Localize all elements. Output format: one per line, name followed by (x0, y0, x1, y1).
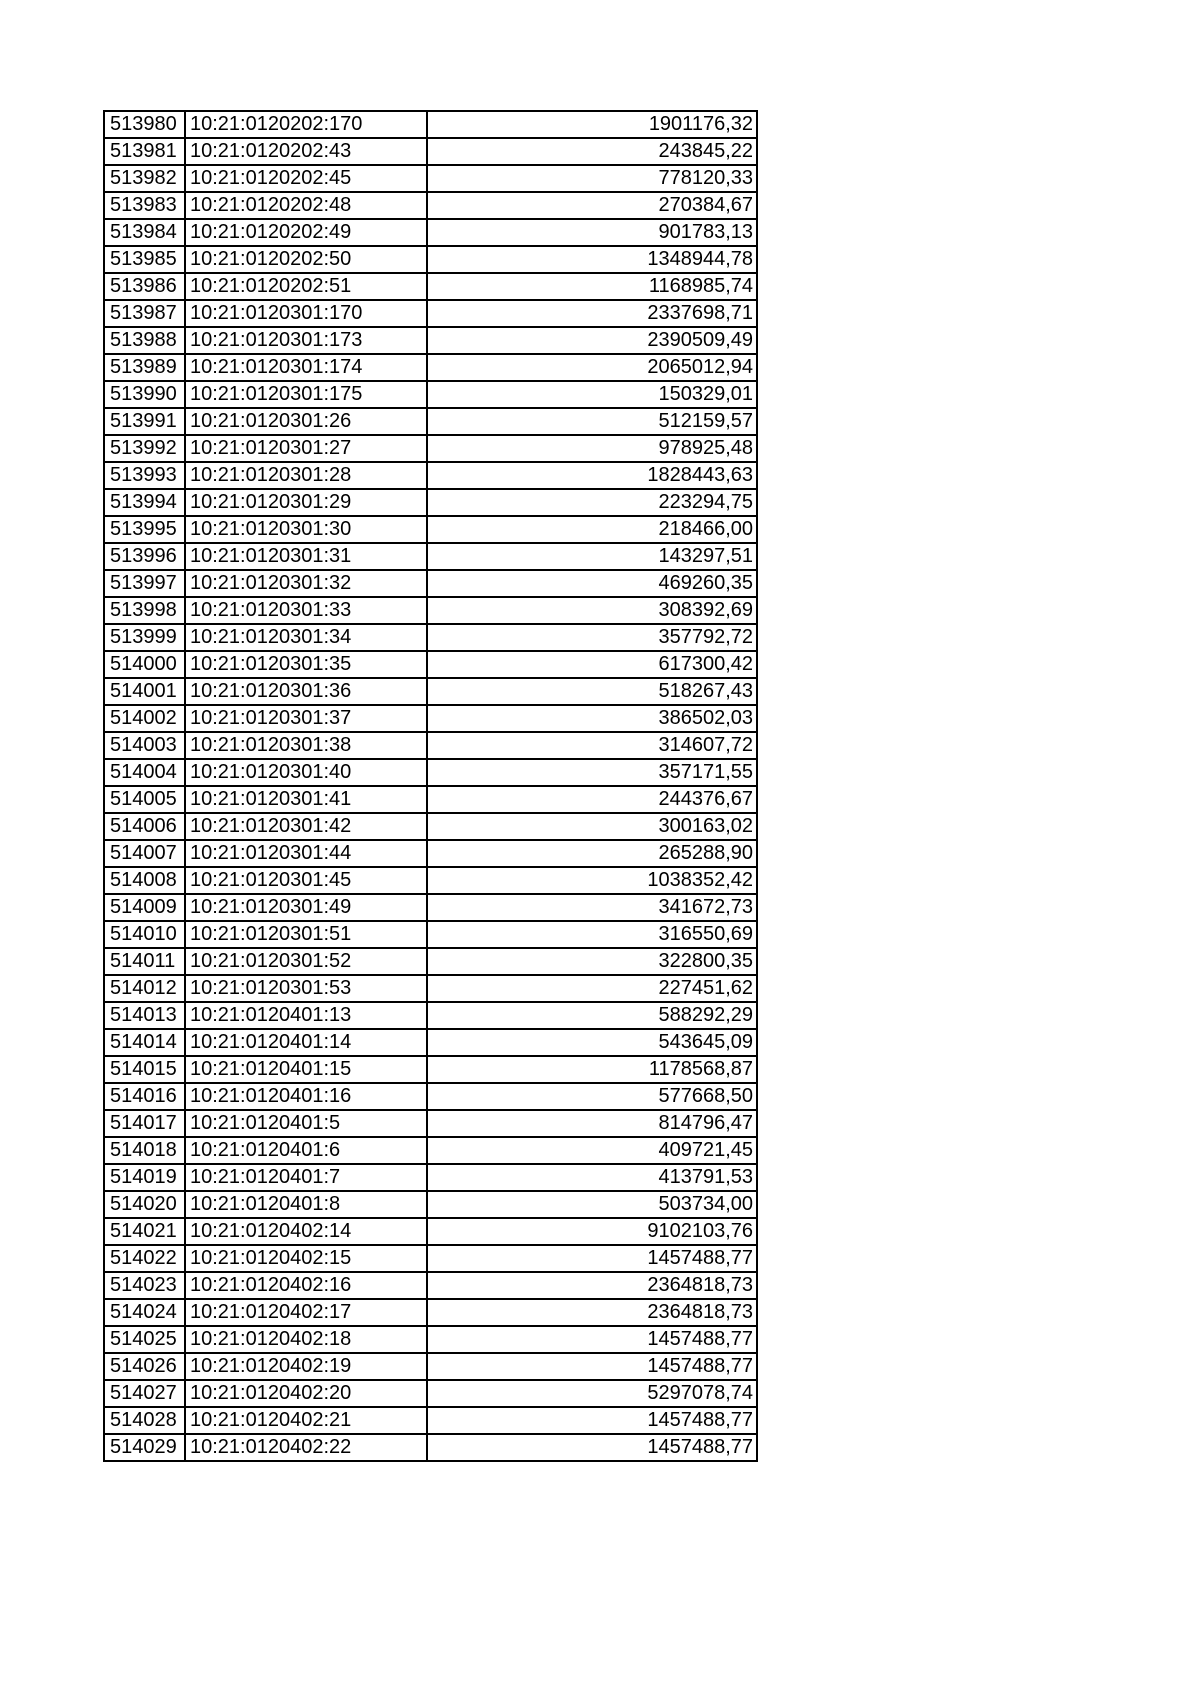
cadastral-number-cell: 10:21:0120301:37 (185, 705, 427, 732)
value-cell: 413791,53 (427, 1164, 757, 1191)
table-row (104, 1137, 757, 1164)
value-cell: 357171,55 (427, 759, 757, 786)
table-row (104, 1326, 757, 1353)
cadastral-number-cell: 10:21:0120301:175 (185, 381, 427, 408)
row-id-cell: 514008 (104, 867, 185, 894)
table-row (104, 786, 757, 813)
value-cell: 2337698,71 (427, 300, 757, 327)
value-cell: 1457488,77 (427, 1434, 757, 1461)
value-cell: 978925,48 (427, 435, 757, 462)
value-cell: 2390509,49 (427, 327, 757, 354)
table-row (104, 111, 757, 138)
value-cell: 265288,90 (427, 840, 757, 867)
table-row (104, 1299, 757, 1326)
row-id-cell: 514019 (104, 1164, 185, 1191)
table-body (104, 111, 757, 1461)
table-row (104, 1191, 757, 1218)
cadastral-number-cell: 10:21:0120301:173 (185, 327, 427, 354)
cadastral-number-cell: 10:21:0120401:5 (185, 1110, 427, 1137)
row-id-cell: 514024 (104, 1299, 185, 1326)
table-row (104, 219, 757, 246)
row-id-cell: 514029 (104, 1434, 185, 1461)
row-id-cell: 513980 (104, 111, 185, 138)
cadastral-number-cell: 10:21:0120202:49 (185, 219, 427, 246)
cadastral-number-cell: 10:21:0120402:20 (185, 1380, 427, 1407)
cadastral-number-cell: 10:21:0120301:31 (185, 543, 427, 570)
row-id-cell: 514005 (104, 786, 185, 813)
value-cell: 2364818,73 (427, 1272, 757, 1299)
row-id-cell: 514025 (104, 1326, 185, 1353)
row-id-cell: 513990 (104, 381, 185, 408)
value-cell: 9102103,76 (427, 1218, 757, 1245)
value-cell: 227451,62 (427, 975, 757, 1002)
cadastral-number-cell: 10:21:0120301:51 (185, 921, 427, 948)
value-cell: 1178568,87 (427, 1056, 757, 1083)
table-row (104, 1380, 757, 1407)
value-cell: 1348944,78 (427, 246, 757, 273)
cadastral-number-cell: 10:21:0120301:32 (185, 570, 427, 597)
row-id-cell: 513986 (104, 273, 185, 300)
cadastral-number-cell: 10:21:0120202:48 (185, 192, 427, 219)
row-id-cell: 513999 (104, 624, 185, 651)
cadastral-number-cell: 10:21:0120301:170 (185, 300, 427, 327)
cadastral-number-cell: 10:21:0120402:18 (185, 1326, 427, 1353)
row-id-cell: 514028 (104, 1407, 185, 1434)
value-cell: 617300,42 (427, 651, 757, 678)
value-cell: 5297078,74 (427, 1380, 757, 1407)
cadastral-number-cell: 10:21:0120301:33 (185, 597, 427, 624)
row-id-cell: 514027 (104, 1380, 185, 1407)
table-row (104, 732, 757, 759)
value-cell: 512159,57 (427, 408, 757, 435)
row-id-cell: 514015 (104, 1056, 185, 1083)
row-id-cell: 514014 (104, 1029, 185, 1056)
table-row (104, 300, 757, 327)
table-row (104, 516, 757, 543)
row-id-cell: 514018 (104, 1137, 185, 1164)
cadastral-number-cell: 10:21:0120401:8 (185, 1191, 427, 1218)
table-row (104, 192, 757, 219)
row-id-cell: 514012 (104, 975, 185, 1002)
value-cell: 1457488,77 (427, 1245, 757, 1272)
cadastral-number-cell: 10:21:0120301:40 (185, 759, 427, 786)
row-id-cell: 513985 (104, 246, 185, 273)
cadastral-number-cell: 10:21:0120402:17 (185, 1299, 427, 1326)
cadastral-number-cell: 10:21:0120202:43 (185, 138, 427, 165)
cadastral-number-cell: 10:21:0120301:38 (185, 732, 427, 759)
cadastral-number-cell: 10:21:0120301:28 (185, 462, 427, 489)
table-row (104, 138, 757, 165)
table-row (104, 1110, 757, 1137)
row-id-cell: 513995 (104, 516, 185, 543)
row-id-cell: 514026 (104, 1353, 185, 1380)
row-id-cell: 514013 (104, 1002, 185, 1029)
value-cell: 469260,35 (427, 570, 757, 597)
cadastral-number-cell: 10:21:0120301:174 (185, 354, 427, 381)
cadastral-number-cell: 10:21:0120402:14 (185, 1218, 427, 1245)
row-id-cell: 514021 (104, 1218, 185, 1245)
table-row (104, 1056, 757, 1083)
table-row (104, 1083, 757, 1110)
row-id-cell: 514022 (104, 1245, 185, 1272)
value-cell: 1038352,42 (427, 867, 757, 894)
value-cell: 341672,73 (427, 894, 757, 921)
table-row (104, 462, 757, 489)
cadastral-number-cell: 10:21:0120202:51 (185, 273, 427, 300)
cadastral-number-cell: 10:21:0120301:29 (185, 489, 427, 516)
table-row (104, 1353, 757, 1380)
row-id-cell: 513989 (104, 354, 185, 381)
row-id-cell: 513983 (104, 192, 185, 219)
row-id-cell: 514000 (104, 651, 185, 678)
table-row (104, 705, 757, 732)
cadastral-number-cell: 10:21:0120301:49 (185, 894, 427, 921)
table-row (104, 1434, 757, 1461)
cadastral-number-cell: 10:21:0120301:41 (185, 786, 427, 813)
value-cell: 778120,33 (427, 165, 757, 192)
table-row (104, 435, 757, 462)
value-cell: 308392,69 (427, 597, 757, 624)
value-cell: 218466,00 (427, 516, 757, 543)
row-id-cell: 514004 (104, 759, 185, 786)
cadastral-number-cell: 10:21:0120301:26 (185, 408, 427, 435)
row-id-cell: 513991 (104, 408, 185, 435)
row-id-cell: 514010 (104, 921, 185, 948)
row-id-cell: 514020 (104, 1191, 185, 1218)
table-row (104, 1029, 757, 1056)
row-id-cell: 513984 (104, 219, 185, 246)
table-row (104, 651, 757, 678)
table-row (104, 759, 757, 786)
table-row (104, 1164, 757, 1191)
table-row (104, 1272, 757, 1299)
row-id-cell: 514002 (104, 705, 185, 732)
row-id-cell: 513997 (104, 570, 185, 597)
value-cell: 1828443,63 (427, 462, 757, 489)
row-id-cell: 513992 (104, 435, 185, 462)
table-row (104, 678, 757, 705)
row-id-cell: 513981 (104, 138, 185, 165)
table-row (104, 1245, 757, 1272)
row-id-cell: 514023 (104, 1272, 185, 1299)
row-id-cell: 513998 (104, 597, 185, 624)
cadastral-number-cell: 10:21:0120301:36 (185, 678, 427, 705)
value-cell: 2065012,94 (427, 354, 757, 381)
table-row (104, 948, 757, 975)
table-row (104, 408, 757, 435)
value-cell: 314607,72 (427, 732, 757, 759)
table-row (104, 489, 757, 516)
value-cell: 518267,43 (427, 678, 757, 705)
row-id-cell: 514006 (104, 813, 185, 840)
value-cell: 1457488,77 (427, 1353, 757, 1380)
value-cell: 577668,50 (427, 1083, 757, 1110)
row-id-cell: 514017 (104, 1110, 185, 1137)
value-cell: 244376,67 (427, 786, 757, 813)
value-cell: 1457488,77 (427, 1407, 757, 1434)
value-cell: 143297,51 (427, 543, 757, 570)
table-row (104, 1218, 757, 1245)
value-cell: 243845,22 (427, 138, 757, 165)
value-cell: 1457488,77 (427, 1326, 757, 1353)
table-row (104, 165, 757, 192)
value-cell: 814796,47 (427, 1110, 757, 1137)
table-row (104, 354, 757, 381)
cadastral-number-cell: 10:21:0120401:15 (185, 1056, 427, 1083)
row-id-cell: 513987 (104, 300, 185, 327)
row-id-cell: 513993 (104, 462, 185, 489)
value-cell: 270384,67 (427, 192, 757, 219)
table-row (104, 381, 757, 408)
table-row (104, 543, 757, 570)
table-row (104, 1002, 757, 1029)
value-cell: 901783,13 (427, 219, 757, 246)
row-id-cell: 513996 (104, 543, 185, 570)
table-row (104, 813, 757, 840)
value-cell: 300163,02 (427, 813, 757, 840)
cadastral-number-cell: 10:21:0120402:19 (185, 1353, 427, 1380)
cadastral-number-cell: 10:21:0120402:22 (185, 1434, 427, 1461)
cadastral-number-cell: 10:21:0120301:42 (185, 813, 427, 840)
cadastral-number-cell: 10:21:0120202:170 (185, 111, 427, 138)
table-row (104, 840, 757, 867)
row-id-cell: 513988 (104, 327, 185, 354)
cadastral-number-cell: 10:21:0120301:27 (185, 435, 427, 462)
cadastral-number-cell: 10:21:0120402:16 (185, 1272, 427, 1299)
table-row (104, 867, 757, 894)
cadastral-number-cell: 10:21:0120202:45 (185, 165, 427, 192)
row-id-cell: 514003 (104, 732, 185, 759)
cadastral-number-cell: 10:21:0120301:35 (185, 651, 427, 678)
cadastral-number-cell: 10:21:0120402:21 (185, 1407, 427, 1434)
row-id-cell: 514001 (104, 678, 185, 705)
cadastral-number-cell: 10:21:0120401:6 (185, 1137, 427, 1164)
row-id-cell: 513994 (104, 489, 185, 516)
table-row (104, 624, 757, 651)
row-id-cell: 514016 (104, 1083, 185, 1110)
cadastral-number-cell: 10:21:0120301:30 (185, 516, 427, 543)
row-id-cell: 514007 (104, 840, 185, 867)
value-cell: 357792,72 (427, 624, 757, 651)
cadastral-number-cell: 10:21:0120401:7 (185, 1164, 427, 1191)
table-row (104, 975, 757, 1002)
table-row (104, 597, 757, 624)
value-cell: 1168985,74 (427, 273, 757, 300)
cadastral-number-cell: 10:21:0120301:45 (185, 867, 427, 894)
cadastral-number-cell: 10:21:0120301:52 (185, 948, 427, 975)
value-cell: 409721,45 (427, 1137, 757, 1164)
table-row (104, 327, 757, 354)
value-cell: 1901176,32 (427, 111, 757, 138)
cadastral-number-cell: 10:21:0120202:50 (185, 246, 427, 273)
value-cell: 386502,03 (427, 705, 757, 732)
cadastral-number-cell: 10:21:0120301:34 (185, 624, 427, 651)
cadastral-number-cell: 10:21:0120301:44 (185, 840, 427, 867)
cadastral-number-cell: 10:21:0120402:15 (185, 1245, 427, 1272)
value-cell: 543645,09 (427, 1029, 757, 1056)
value-cell: 316550,69 (427, 921, 757, 948)
value-cell: 588292,29 (427, 1002, 757, 1029)
value-cell: 503734,00 (427, 1191, 757, 1218)
table-row (104, 921, 757, 948)
cadastral-number-cell: 10:21:0120401:13 (185, 1002, 427, 1029)
value-cell: 150329,01 (427, 381, 757, 408)
data-table (103, 110, 758, 1462)
cadastral-number-cell: 10:21:0120401:16 (185, 1083, 427, 1110)
table-row (104, 570, 757, 597)
table-row (104, 894, 757, 921)
table-row (104, 273, 757, 300)
value-cell: 322800,35 (427, 948, 757, 975)
row-id-cell: 514009 (104, 894, 185, 921)
cadastral-number-cell: 10:21:0120401:14 (185, 1029, 427, 1056)
table-row (104, 246, 757, 273)
cadastral-number-cell: 10:21:0120301:53 (185, 975, 427, 1002)
row-id-cell: 513982 (104, 165, 185, 192)
value-cell: 223294,75 (427, 489, 757, 516)
value-cell: 2364818,73 (427, 1299, 757, 1326)
table-row (104, 1407, 757, 1434)
row-id-cell: 514011 (104, 948, 185, 975)
